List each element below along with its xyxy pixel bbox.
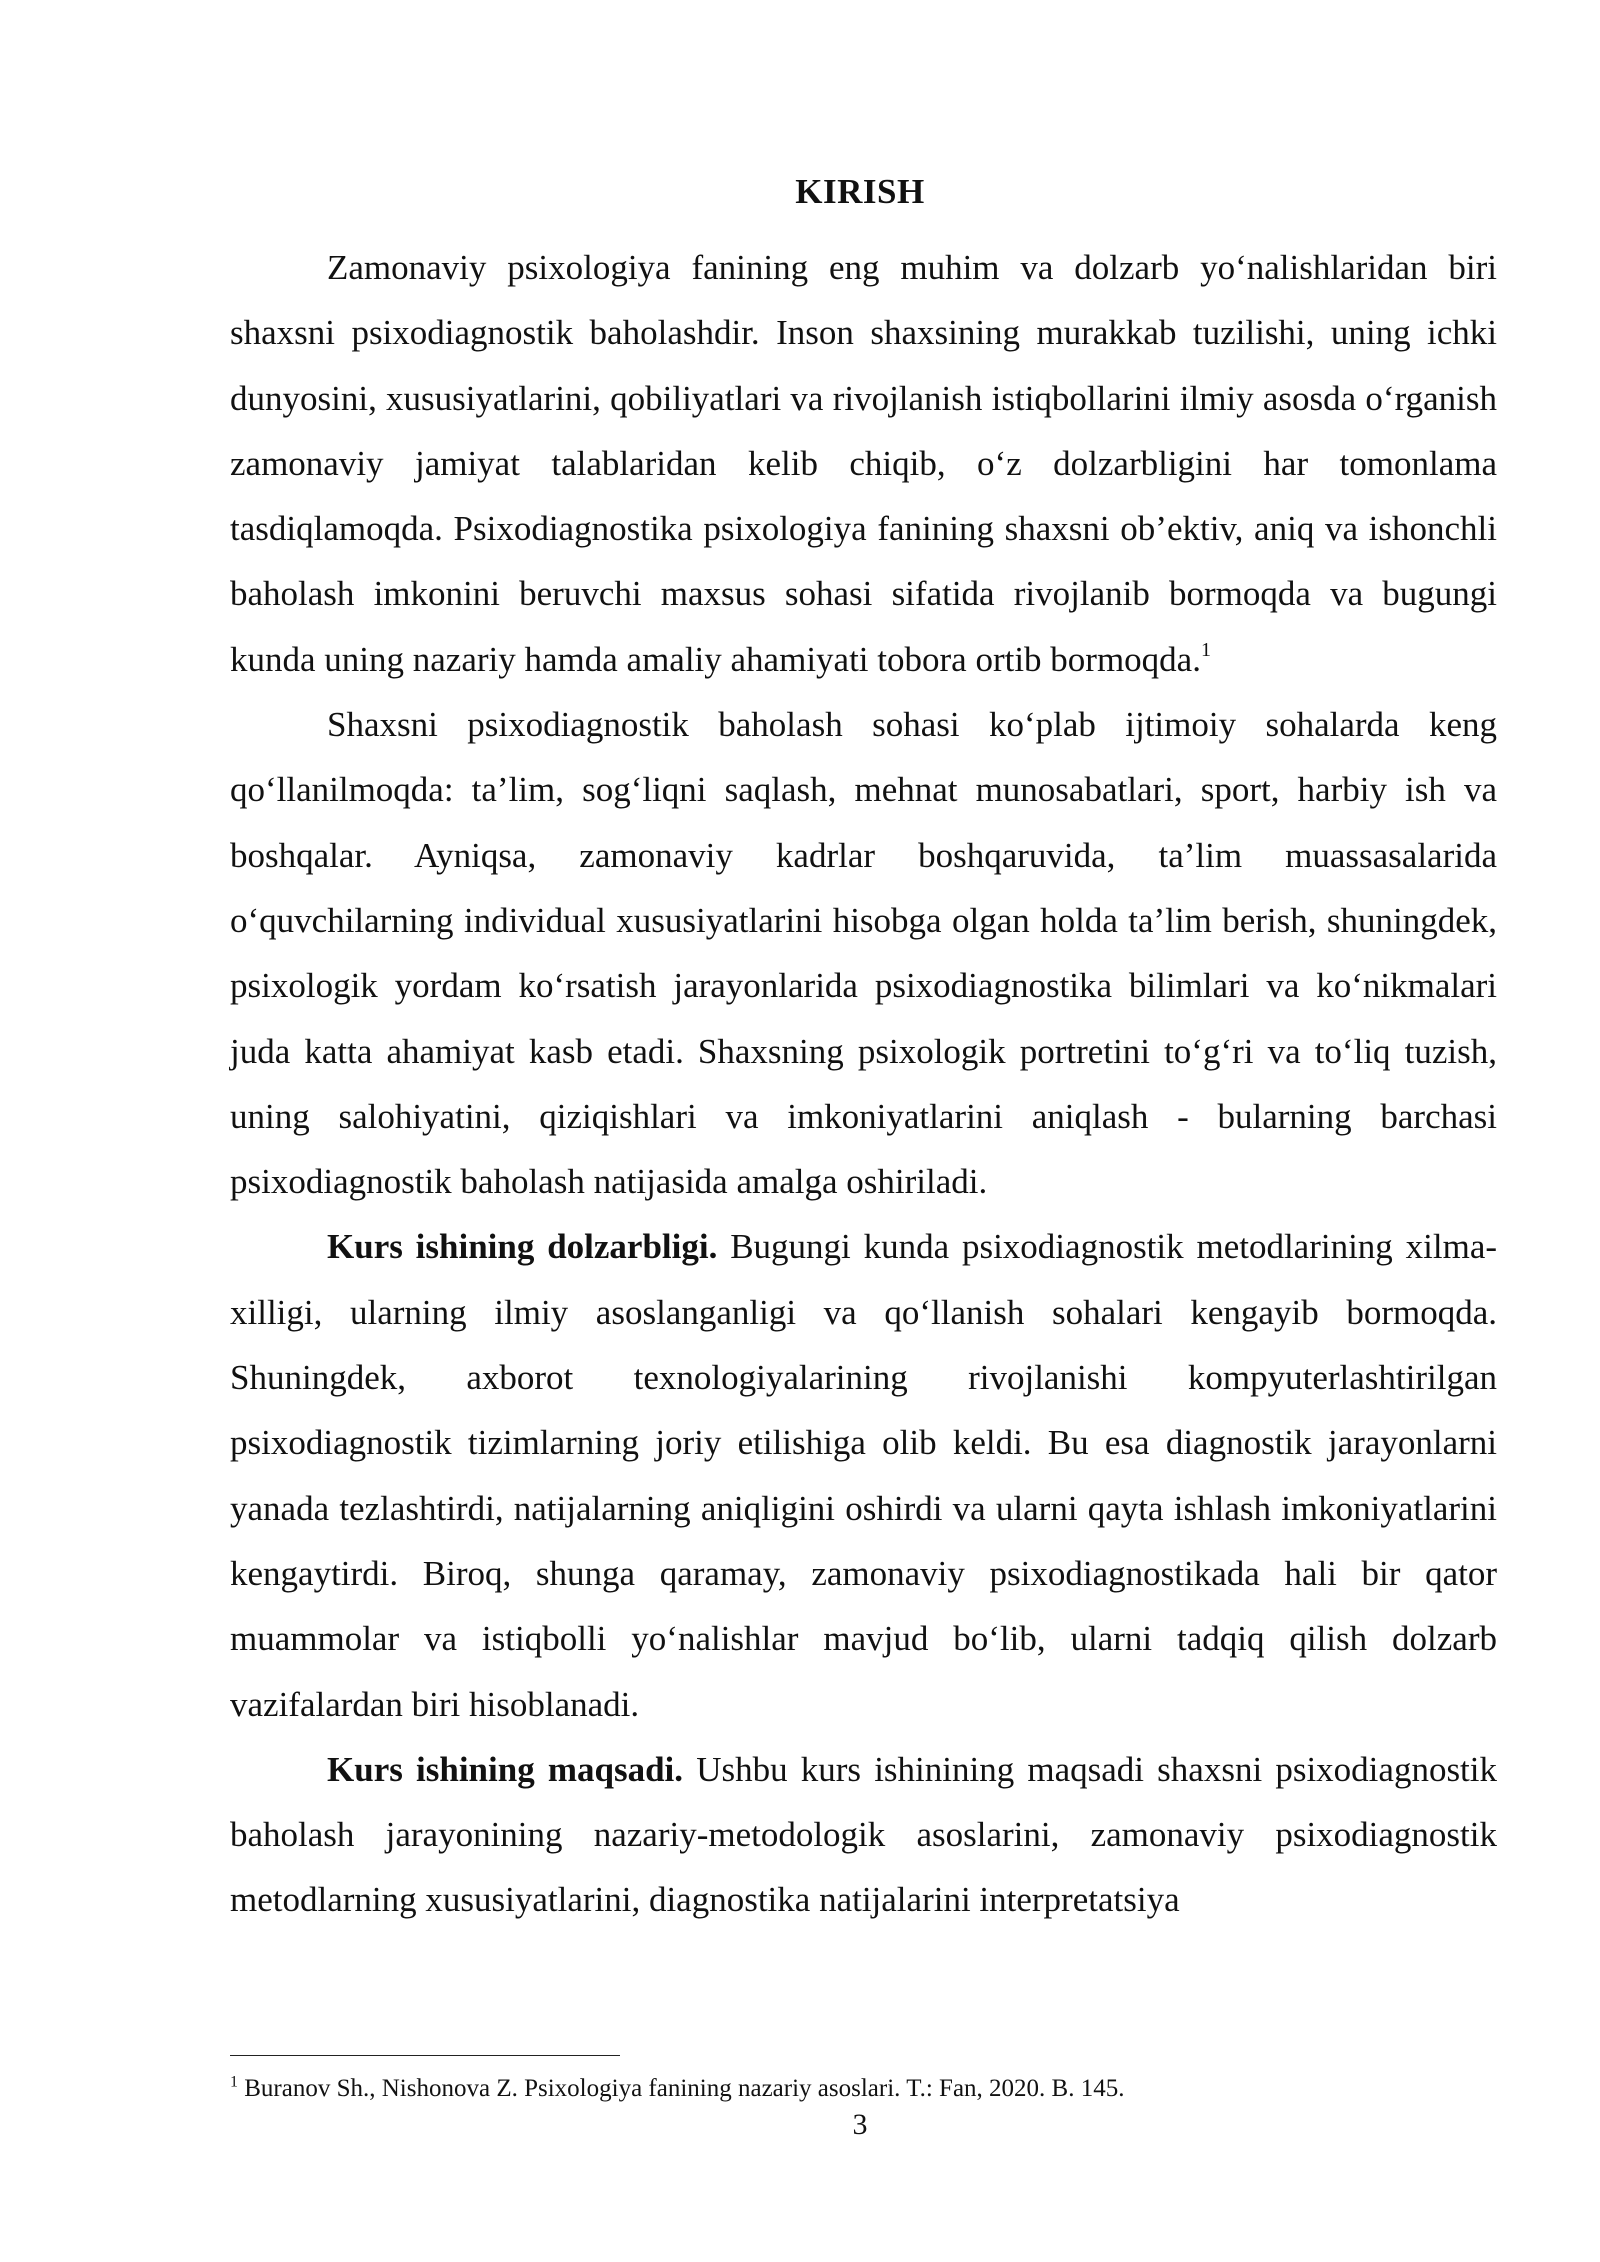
paragraph-lead: Kurs ishining maqsadi. xyxy=(327,1749,684,1789)
paragraph-lead: Kurs ishining dolzarbligi. xyxy=(327,1227,718,1267)
paragraph-text: Bugungi kunda psixodiagnostik metodlarining xilma-xilligi, ularning ilmiy asoslanganligi va qo‘llanish sohalari kengayib bormoqda. Shuningdek, axborot texnologiyalarining rivojlanishi kompyuterlashtirilgan psixodiagnostik tizimlarning joriy etilishiga olib keldi. Bu esa diagnostik jarayonlarni yanada tezlashtirdi, natijalarning aniqligini oshirdi va ularni qayta ishlash imkoniyatlarini kengaytirdi. Biroq, shunga qaramay, zamonaviy psixodiagnostikada hali bir qator muammolar va istiqbolli yo‘nalishlar mavjud bo‘lib, ularni tadqiq qilish dolzarb vazifalardan biri hisoblanadi. xyxy=(230,1227,1498,1724)
paragraph-application xyxy=(230,692,1497,1214)
footnote-text: Buranov Sh., Nishonova Z. Psixologiya fanining nazariy asoslari. T.: Fan, 2020. B. 145. xyxy=(238,2075,1125,2102)
section-heading: KIRISH xyxy=(795,172,925,211)
footnote-reference[interactable]: 1 xyxy=(1200,639,1211,662)
footnote-marker: 1 xyxy=(230,2073,238,2091)
page-number: 3 xyxy=(852,2108,868,2141)
paragraph-text: Shaxsni psixodiagnostik baholash sohasi ko‘plab ijtimoiy sohalarda keng qo‘llanilmoqda: ta’lim, sog‘liqni saqlash, mehnat munosabatlari, sport, harbiy ish va boshqalar. Ayniqsa, zamonaviy kadrlar boshqaruvida, ta’lim muassasalarida o‘quvchilarning individual xususiyatlarini hisobga olgan holda ta’lim berish, shuningdek, psixologik yordam ko‘rsatish jarayonlarida psixodiagnostika bilimlari va ko‘nikmalari juda katta ahamiyat kasb etadi. Shaxsning psixologik portretini to‘g‘ri va to‘liq tuzish, uning salohiyatini, qiziqishlari va imkoniyatlarini aniqlash - bularning barchasi psixodiagnostik baholash natijasida amalga oshiriladi. xyxy=(230,705,1497,1202)
paragraph-intro xyxy=(230,235,1497,692)
footnote xyxy=(230,2072,1497,2106)
paragraph-text: Zamonaviy psixologiya fanining eng muhim va dolzarb yo‘nalishlaridan biri shaxsni psixodiagnostik baholashdir. Inson shaxsining murakkab tuzilishi, uning ichki dunyosini, xususiyatlarini, qobiliyatlari va rivojlanish istiqbollarini ilmiy asosda o‘rganish zamonaviy jamiyat talablaridan kelib chiqib, o‘z dolzarbligini har tomonlama tasdiqlamoqda. Psixodiagnostika psixologiya fanining shaxsni ob’ektiv, aniq va ishonchli baholash imkonini beruvchi maxsus sohasi sifatida rivojlanib bormoqda va bugungi kunda uning nazariy hamda amaliy ahamiyati tobora ortib bormoqda. xyxy=(230,248,1497,679)
paragraph-relevance xyxy=(230,1214,1497,1736)
body-text xyxy=(230,235,1497,1933)
footnote-separator xyxy=(230,2055,620,2056)
paragraph-goal xyxy=(230,1737,1497,1933)
paragraph-text: Ushbu kurs ishinining maqsadi shaxsni psixodiagnostik baholash jarayonining nazariy-metodologik asoslarini, zamonaviy psixodiagnostik metodlarning xususiyatlarini, diagnostika natijalarini interpretatsiya xyxy=(230,1749,1498,1920)
